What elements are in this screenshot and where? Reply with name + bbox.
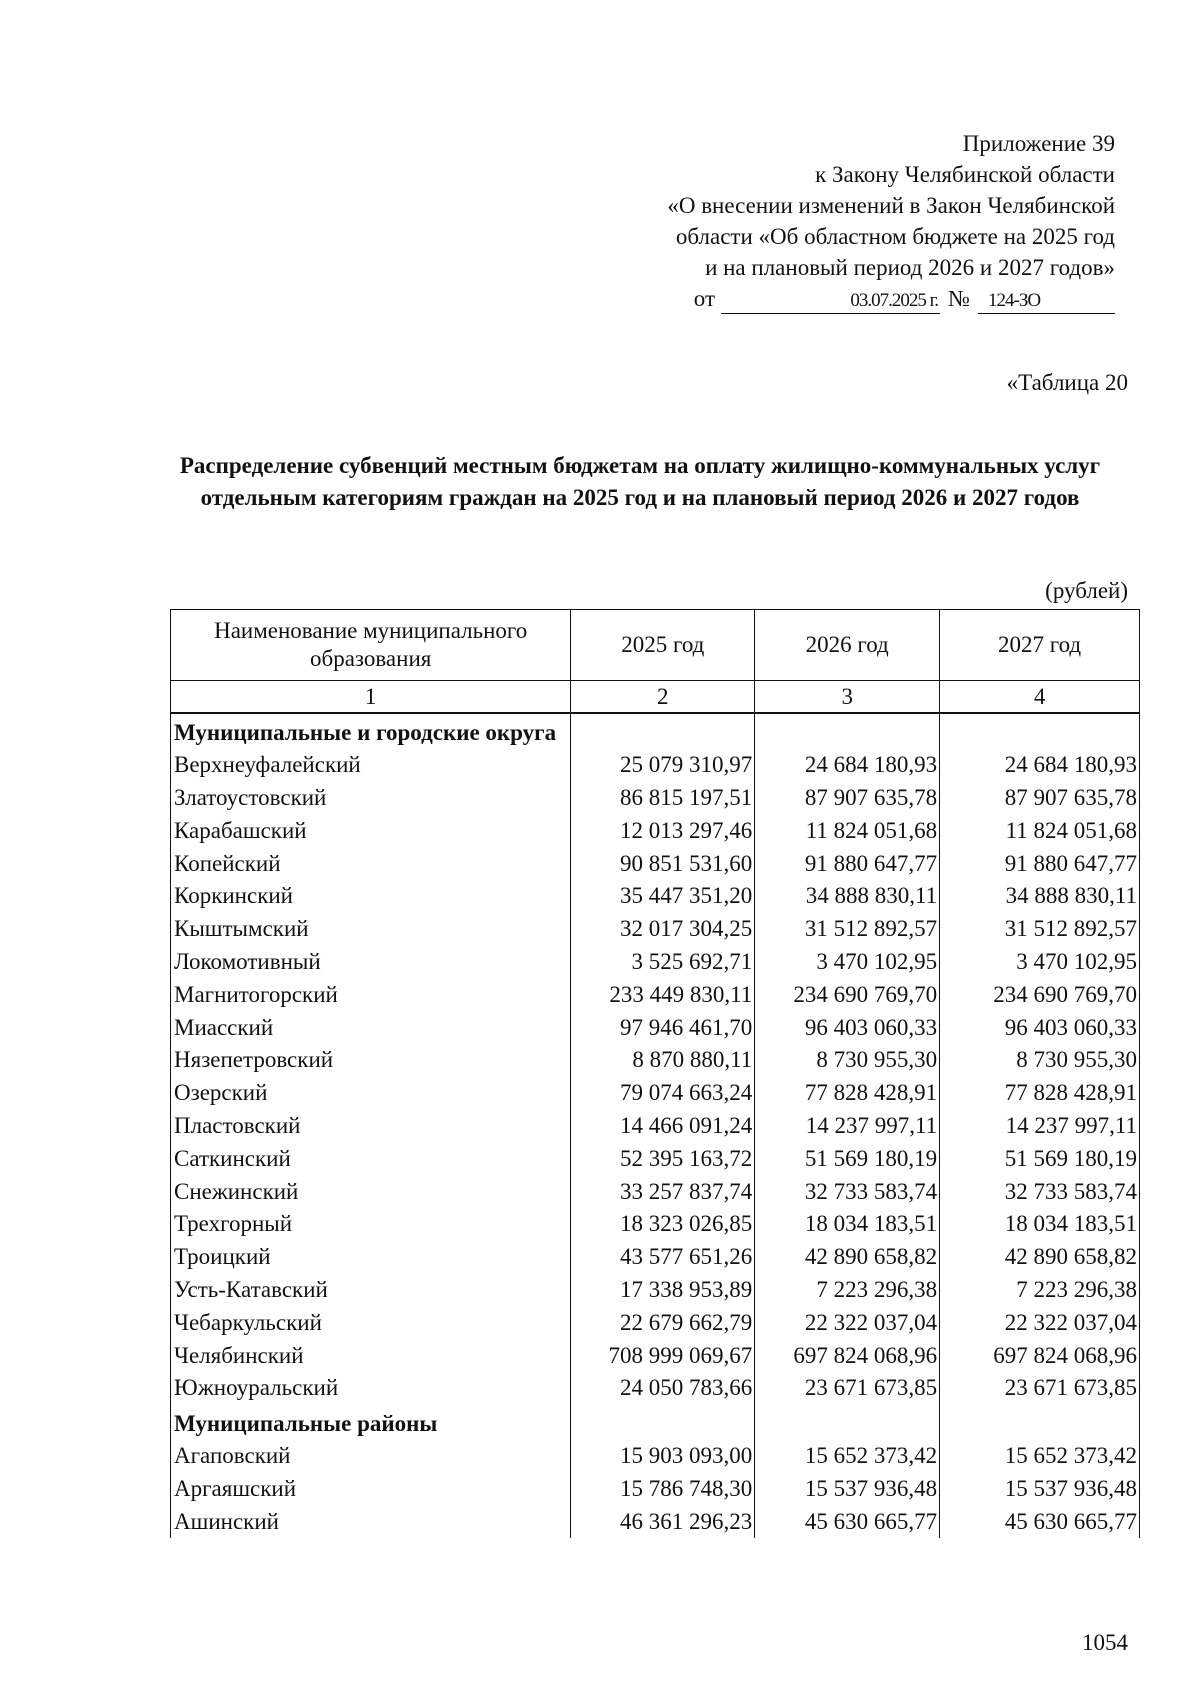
- table-row: [171, 1241, 1140, 1274]
- column-header-2026: 2026 год: [755, 610, 940, 681]
- appendix-line: области «Об областном бюджете на 2025 год: [675, 224, 1115, 249]
- amount-2026: 31 512 892,57: [755, 913, 940, 946]
- amount-2026: 23 671 673,85: [755, 1372, 940, 1405]
- amount-2027: 7 223 296,38: [940, 1274, 1140, 1307]
- amount-2026: [755, 713, 940, 749]
- column-number-row: [171, 681, 1140, 714]
- table-row: [171, 1339, 1140, 1372]
- table-row: [171, 1110, 1140, 1143]
- amount-2025: 25 079 310,97: [571, 749, 755, 782]
- appendix-header: [495, 128, 1115, 314]
- section-heading-row: [171, 1405, 1140, 1440]
- table-row: [171, 847, 1140, 880]
- amount-2026: 22 322 037,04: [755, 1306, 940, 1339]
- table-row: [171, 814, 1140, 847]
- municipality-name: Локомотивный: [171, 946, 571, 979]
- date-prefix: от: [693, 286, 716, 311]
- column-number: 1: [171, 681, 571, 714]
- column-number: 3: [755, 681, 940, 714]
- amount-2026: 14 237 997,11: [755, 1110, 940, 1143]
- municipality-name: Миасский: [171, 1011, 571, 1044]
- amount-2027: 51 569 180,19: [940, 1142, 1140, 1175]
- municipality-name: Аргаяшский: [171, 1472, 571, 1505]
- amount-2027: 14 237 997,11: [940, 1110, 1140, 1143]
- section-heading: Муниципальные и городские округа: [171, 713, 571, 749]
- table-row: [171, 1372, 1140, 1405]
- amount-2027: [940, 1405, 1140, 1440]
- law-date: 03.07.2025 г.: [721, 289, 940, 314]
- amount-2027: 87 907 635,78: [940, 782, 1140, 815]
- table-row: [171, 1142, 1140, 1175]
- municipality-name: Южноуральский: [171, 1372, 571, 1405]
- amount-2027: 18 034 183,51: [940, 1208, 1140, 1241]
- amount-2027: 77 828 428,91: [940, 1077, 1140, 1110]
- amount-2027: 96 403 060,33: [940, 1011, 1140, 1044]
- amount-2026: 96 403 060,33: [755, 1011, 940, 1044]
- column-header-municipality: Наименование муниципального образования: [171, 610, 571, 681]
- amount-2026: 11 824 051,68: [755, 814, 940, 847]
- amount-2027: 34 888 830,11: [940, 880, 1140, 913]
- table-row: [171, 1175, 1140, 1208]
- amount-2025: 15 903 093,00: [571, 1440, 755, 1473]
- amount-2025: 3 525 692,71: [571, 946, 755, 979]
- amount-2026: [755, 1405, 940, 1440]
- amount-2026: 77 828 428,91: [755, 1077, 940, 1110]
- amount-2025: 233 449 830,11: [571, 978, 755, 1011]
- amount-2025: [571, 1405, 755, 1440]
- table-body: [171, 713, 1140, 1538]
- amount-2027: 15 652 373,42: [940, 1440, 1140, 1473]
- amount-2027: 11 824 051,68: [940, 814, 1140, 847]
- table-row: [171, 1077, 1140, 1110]
- municipality-name: Чебаркульский: [171, 1306, 571, 1339]
- table-label: «Таблица 20: [1006, 370, 1128, 395]
- page-number: 1054: [1082, 1630, 1128, 1655]
- amount-2025: 33 257 837,74: [571, 1175, 755, 1208]
- municipality-name: Саткинский: [171, 1142, 571, 1175]
- amount-2025: 15 786 748,30: [571, 1472, 755, 1505]
- document-title: Распределение субвенций местным бюджетам на оплату жилищно-коммунальных услуг отдельным категориям граждан на 2025 год и на плановый период 2026 и 2027 годов: [179, 453, 1101, 510]
- amount-2025: 46 361 296,23: [571, 1505, 755, 1538]
- amount-2025: 708 999 069,67: [571, 1339, 755, 1372]
- section-heading-row: [171, 713, 1140, 749]
- municipality-name: Кыштымский: [171, 913, 571, 946]
- table-row: [171, 749, 1140, 782]
- amount-2025: 24 050 783,66: [571, 1372, 755, 1405]
- amount-2027: 23 671 673,85: [940, 1372, 1140, 1405]
- amount-2025: 97 946 461,70: [571, 1011, 755, 1044]
- table-row: [171, 913, 1140, 946]
- amount-2026: 87 907 635,78: [755, 782, 940, 815]
- table-row: [171, 1472, 1140, 1505]
- amount-2026: 697 824 068,96: [755, 1339, 940, 1372]
- amount-2026: 15 652 373,42: [755, 1440, 940, 1473]
- municipality-name: Карабашский: [171, 814, 571, 847]
- amount-2025: 52 395 163,72: [571, 1142, 755, 1175]
- municipality-name: Усть-Катавский: [171, 1274, 571, 1307]
- amount-2027: 697 824 068,96: [940, 1339, 1140, 1372]
- municipality-name: Снежинский: [171, 1175, 571, 1208]
- amount-2025: 12 013 297,46: [571, 814, 755, 847]
- amount-2025: 90 851 531,60: [571, 847, 755, 880]
- units-label: (рублей): [1045, 578, 1128, 603]
- amount-2027: 8 730 955,30: [940, 1044, 1140, 1077]
- municipality-name: Коркинский: [171, 880, 571, 913]
- municipality-name: Трехгорный: [171, 1208, 571, 1241]
- amount-2026: 91 880 647,77: [755, 847, 940, 880]
- table-row: [171, 1208, 1140, 1241]
- column-header-2027: 2027 год: [940, 610, 1140, 681]
- appendix-line: и на плановый период 2026 и 2027 годов»: [705, 255, 1115, 280]
- table-row: [171, 978, 1140, 1011]
- amount-2026: 32 733 583,74: [755, 1175, 940, 1208]
- municipality-name: Нязепетровский: [171, 1044, 571, 1077]
- column-header-2025: 2025 год: [571, 610, 755, 681]
- amount-2027: 234 690 769,70: [940, 978, 1140, 1011]
- column-number: 2: [571, 681, 755, 714]
- amount-2026: 24 684 180,93: [755, 749, 940, 782]
- municipality-name: Копейский: [171, 847, 571, 880]
- amount-2025: 35 447 351,20: [571, 880, 755, 913]
- law-number: 124-ЗО: [978, 289, 1115, 314]
- amount-2026: 3 470 102,95: [755, 946, 940, 979]
- amount-2025: 32 017 304,25: [571, 913, 755, 946]
- column-number: 4: [940, 681, 1140, 714]
- table-row: [171, 1440, 1140, 1473]
- amount-2027: 15 537 936,48: [940, 1472, 1140, 1505]
- municipality-name: Магнитогорский: [171, 978, 571, 1011]
- amount-2026: 8 730 955,30: [755, 1044, 940, 1077]
- amount-2025: 14 466 091,24: [571, 1110, 755, 1143]
- section-heading: Муниципальные районы: [171, 1405, 571, 1440]
- appendix-line: Приложение 39: [962, 131, 1115, 156]
- municipality-name: Златоустовский: [171, 782, 571, 815]
- amount-2026: 34 888 830,11: [755, 880, 940, 913]
- amount-2025: 86 815 197,51: [571, 782, 755, 815]
- table-header-row: [171, 610, 1140, 681]
- table-row: [171, 1505, 1140, 1538]
- amount-2025: 18 323 026,85: [571, 1208, 755, 1241]
- amount-2025: [571, 713, 755, 749]
- municipality-name: Пластовский: [171, 1110, 571, 1143]
- amount-2025: 79 074 663,24: [571, 1077, 755, 1110]
- amount-2026: 7 223 296,38: [755, 1274, 940, 1307]
- amount-2027: 3 470 102,95: [940, 946, 1140, 979]
- number-sign: №: [948, 286, 970, 311]
- amount-2027: 45 630 665,77: [940, 1505, 1140, 1538]
- law-date-number-line: [495, 283, 1115, 314]
- municipality-name: Агаповский: [171, 1440, 571, 1473]
- amount-2025: 43 577 651,26: [571, 1241, 755, 1274]
- appendix-line: «О внесении изменений в Закон Челябинской: [667, 193, 1115, 218]
- amount-2027: 91 880 647,77: [940, 847, 1140, 880]
- amount-2025: 17 338 953,89: [571, 1274, 755, 1307]
- amount-2026: 51 569 180,19: [755, 1142, 940, 1175]
- amount-2025: 22 679 662,79: [571, 1306, 755, 1339]
- amount-2027: 42 890 658,82: [940, 1241, 1140, 1274]
- table-row: [171, 880, 1140, 913]
- table-row: [171, 782, 1140, 815]
- municipality-name: Озерский: [171, 1077, 571, 1110]
- table-row: [171, 1306, 1140, 1339]
- amount-2027: 31 512 892,57: [940, 913, 1140, 946]
- amount-2027: [940, 713, 1140, 749]
- municipality-name: Троицкий: [171, 1241, 571, 1274]
- amount-2026: 45 630 665,77: [755, 1505, 940, 1538]
- subvention-table: [170, 609, 1140, 1538]
- amount-2026: 42 890 658,82: [755, 1241, 940, 1274]
- amount-2026: 15 537 936,48: [755, 1472, 940, 1505]
- table-row: [171, 1011, 1140, 1044]
- table-row: [171, 1274, 1140, 1307]
- amount-2027: 24 684 180,93: [940, 749, 1140, 782]
- municipality-name: Ашинский: [171, 1505, 571, 1538]
- municipality-name: Верхнеуфалейский: [171, 749, 571, 782]
- table-row: [171, 946, 1140, 979]
- amount-2026: 18 034 183,51: [755, 1208, 940, 1241]
- amount-2025: 8 870 880,11: [571, 1044, 755, 1077]
- amount-2026: 234 690 769,70: [755, 978, 940, 1011]
- appendix-line: к Закону Челябинской области: [815, 162, 1115, 187]
- municipality-name: Челябинский: [171, 1339, 571, 1372]
- table-row: [171, 1044, 1140, 1077]
- amount-2027: 22 322 037,04: [940, 1306, 1140, 1339]
- amount-2027: 32 733 583,74: [940, 1175, 1140, 1208]
